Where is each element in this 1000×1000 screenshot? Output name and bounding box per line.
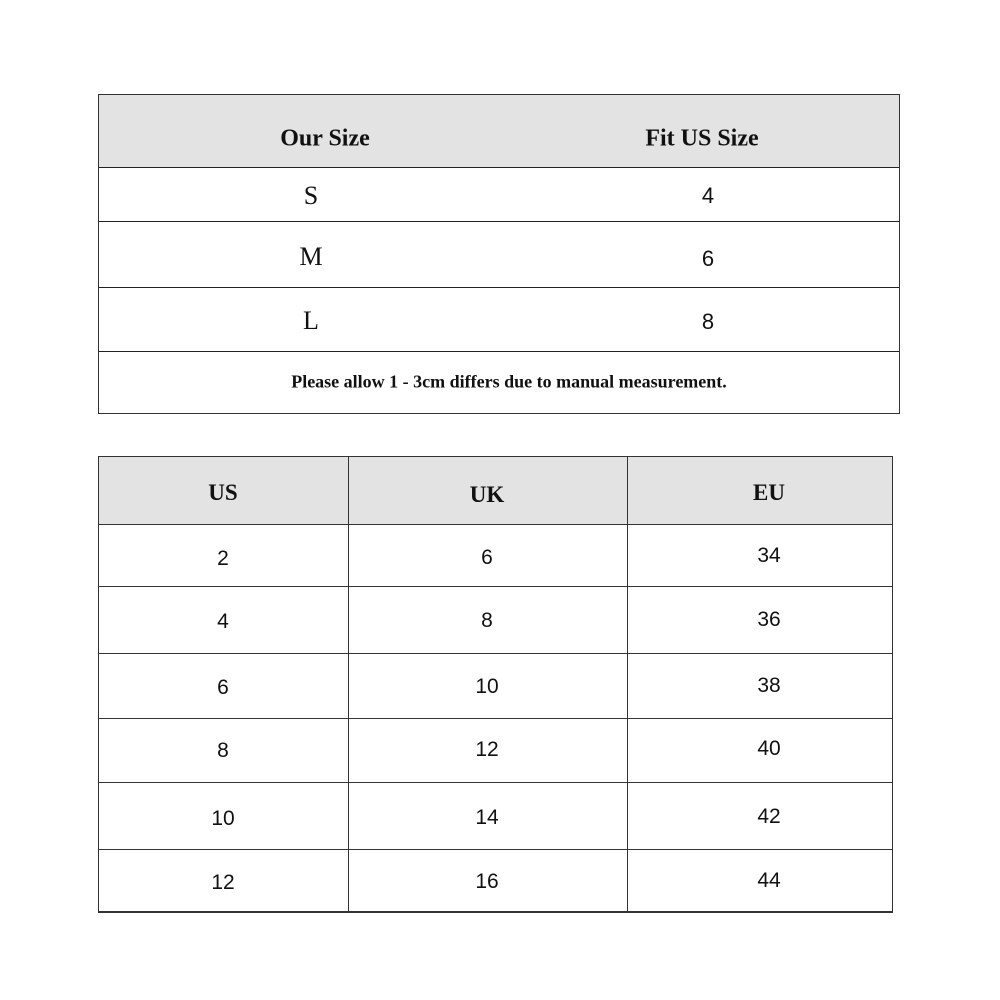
measurement-note-row — [99, 352, 899, 414]
uk-size-cell: 10 — [475, 675, 499, 698]
table-row — [99, 587, 892, 654]
us-size-cell: 4 — [217, 610, 229, 633]
column-divider — [627, 457, 628, 912]
measurement-note: Please allow 1 - 3cm differs due to manual measurement. — [291, 371, 727, 392]
header-uk: UK — [469, 482, 505, 507]
table-row — [99, 168, 899, 222]
eu-size-cell: 34 — [757, 544, 781, 567]
us-size-cell: 8 — [217, 739, 229, 762]
us-size-cell: 2 — [217, 547, 229, 570]
size-chart-header-row — [99, 95, 899, 168]
size-conversion-table — [98, 456, 893, 913]
size-chart-table — [98, 94, 900, 414]
header-us: US — [208, 480, 238, 505]
table-row — [99, 850, 892, 912]
header-eu: EU — [753, 480, 785, 505]
table-row — [99, 783, 892, 850]
uk-size-cell: 14 — [475, 806, 499, 829]
eu-size-cell: 42 — [757, 805, 781, 828]
eu-size-cell: 36 — [757, 608, 781, 631]
uk-size-cell: 8 — [481, 609, 493, 632]
uk-size-cell: 12 — [475, 738, 499, 761]
eu-size-cell: 40 — [757, 737, 781, 760]
our-size-cell: L — [303, 306, 319, 335]
table-row — [99, 288, 899, 352]
our-size-cell: S — [303, 181, 319, 210]
eu-size-cell: 38 — [757, 674, 781, 697]
table-row — [99, 654, 892, 719]
uk-size-cell: 6 — [481, 546, 493, 569]
eu-size-cell: 44 — [757, 869, 781, 892]
us-size-cell: 12 — [211, 871, 235, 894]
column-divider — [348, 457, 349, 912]
conversion-header-row — [99, 457, 892, 525]
table-row — [99, 719, 892, 783]
our-size-cell: M — [299, 242, 323, 271]
header-fit-us-size: Fit US Size — [645, 125, 759, 152]
us-size-cell: 6 — [217, 676, 229, 699]
uk-size-cell: 16 — [475, 870, 499, 893]
us-size-cell: 10 — [211, 807, 235, 830]
fit-us-size-cell: 8 — [701, 309, 715, 334]
table-row — [99, 222, 899, 288]
fit-us-size-cell: 4 — [701, 183, 715, 208]
header-our-size: Our Size — [280, 125, 370, 152]
fit-us-size-cell: 6 — [701, 246, 715, 271]
table-row — [99, 525, 892, 587]
